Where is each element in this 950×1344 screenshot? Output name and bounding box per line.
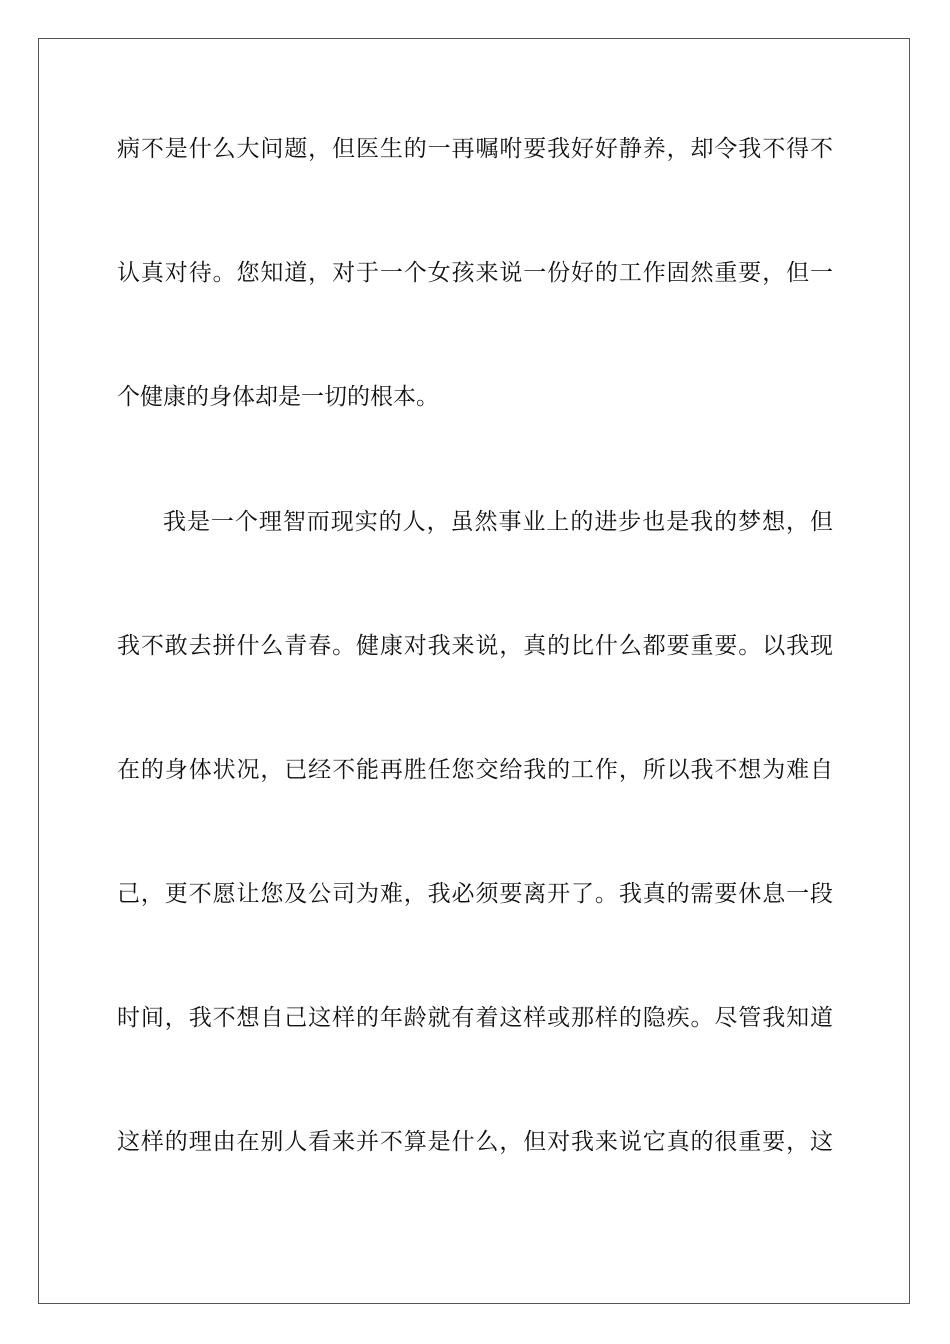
text-line: 时间，我不想自己这样的年龄就有着这样或那样的隐疾。尽管我知道	[117, 1005, 833, 1031]
text-line: 认真对待。您知道，对于一个女孩来说一份好的工作固然重要，但一	[117, 260, 833, 286]
paragraph-first-line: 我是一个理智而现实的人，虽然事业上的进步也是我的梦想，但	[163, 509, 833, 535]
text-line: 这样的理由在别人看来并不算是什么，但对我来说它真的很重要，这	[117, 1129, 833, 1155]
text-line: 己，更不愿让您及公司为难，我必须要离开了。我真的需要休息一段	[117, 881, 833, 907]
text-line: 个健康的身体却是一切的根本。	[117, 384, 439, 410]
page-border	[38, 38, 910, 1304]
text-line: 在的身体状况，已经不能再胜任您交给我的工作，所以我不想为难自	[117, 757, 833, 783]
text-line: 我不敢去拼什么青春。健康对我来说，真的比什么都要重要。以我现	[117, 633, 833, 659]
text-line: 病不是什么大问题，但医生的一再嘱咐要我好好静养，却令我不得不	[117, 136, 833, 162]
